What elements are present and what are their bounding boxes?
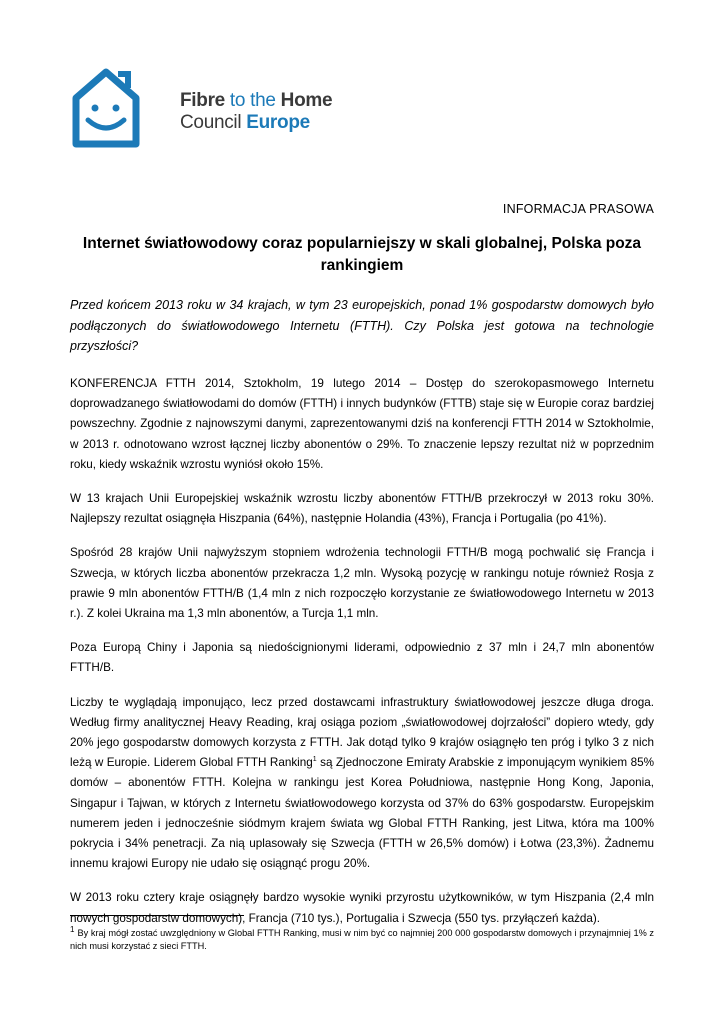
footnote-number: 1	[70, 924, 75, 934]
logo-council: Council	[180, 112, 247, 133]
lead-paragraph: Przed końcem 2013 roku w 34 krajach, w tym 23 europejskich, ponad 1% gospodarstw domowych było podłączonych do światłowodowego Internetu (FTTH). Czy Polska jest gotowa na technologie przyszłości?	[70, 298, 654, 353]
paragraph-text: są Zjednoczone Emiraty Arabskie z imponującym wynikiem 85% domów – abonentów FTTH. Kolejna w rankingu jest Korea Południowa, następnie Hong Kong, Japonia, Singapur i Tajwan, w których z Internetu światłowodowego korzysta od 37% do 63% gospodarstw. Europejskim numerem jeden i jednocześnie siódmym krajem świata wg Global FTTH Ranking, jest Litwa, która ma 100% pokrycia i 34% penetracji. Za nią uplasowały się Szwecja (FTTH w 26,5% domów) i Łotwa (23,3%). Żadnemu innemu krajowi Europy nie udało się osiągnąć progu 20%.	[70, 756, 654, 871]
body-paragraph: Poza Europą Chiny i Japonia są niedoścignionymi liderami, odpowiednio z 37 mln i 24,7 mln abonentów FTTH/B.	[70, 641, 654, 675]
logo-to-the: to the	[224, 90, 281, 111]
paragraph-text: Liczby te wyglądają imponująco, lecz przed dostawcami infrastruktury światłowodowej jeszcze długa droga. Według firmy analitycznej Heavy Reading, kraj osiąga poziom „światłowodowej dojrzałości” dopiero wtedy, gdy 20% jego gospodarstw domowych korzysta z FTTH. Jak dotąd tylko 9 krajów osiągnęło ten próg i tylko 3 z nich leżą w Europie. Liderem Global FTTH Ranking	[70, 695, 654, 770]
logo-wordmark	[180, 90, 332, 134]
footnote-text: By kraj mógł zostać uwzględniony w Global FTTH Ranking, musi w nim być co najmniej 200 000 gospodarstw domowych i przynajmniej 1% z nich musi korzystać z sieci FTTH.	[70, 928, 654, 951]
logo-europe: Europe	[246, 112, 310, 133]
footnote	[70, 924, 654, 953]
logo-home: Home	[280, 90, 333, 111]
body-paragraph: W 2013 roku cztery kraje osiągnęły bardzo wysokie wyniki przyrostu użytkowników, w tym Hiszpania (2,4 mln nowych gospodarstw domowych), Francja (710 tys.), Portugalia i Szwecja (550 tys. przyłączeń każda).	[70, 891, 654, 925]
logo-fibre: Fibre	[180, 90, 225, 111]
ftth-council-logo	[70, 68, 333, 150]
article-body	[70, 374, 654, 943]
body-paragraph	[70, 693, 654, 875]
body-paragraph: KONFERENCJA FTTH 2014, Sztokholm, 19 lutego 2014 – Dostęp do szerokopasmowego Internetu doprowadzanego światłowodami do domów (FTTH) i innych budynków (FTTB) staje się w Europie coraz bardziej powszechny. Zgodnie z najnowszymi danymi, zaprezentowanymi dziś na konferencji FTTH 2014 w Sztokholmie, w 2013 r. odnotowano wzrost łącznej liczby abonentów o 29%. To znaczenie lepszy rezultat niż w poprzednim roku, kiedy wskaźnik wzrostu wyniósł około 15%.	[70, 377, 654, 471]
body-paragraph: Spośród 28 krajów Unii najwyższym stopniem wdrożenia technologii FTTH/B mogą pochwalić się Francja i Szwecja, w których liczba abonentów przekracza 1,2 mln. Wysoką pozycję w rankingu notuje również Rosja z prawie 9 mln abonentów FTTH/B (1,4 mln z nich rozpoczęło korzystanie ze światłowodowego Internetu w 2013 r.). Z kolei Ukraina ma 1,3 mln abonentów, a Turcja 1,1 mln.	[70, 546, 654, 621]
house-icon	[70, 68, 175, 150]
press-release-label: INFORMACJA PRASOWA	[502, 202, 654, 216]
footnote-divider	[70, 915, 244, 916]
footnote-reference[interactable]: 1	[312, 756, 317, 764]
headline: Internet światłowodowy coraz popularniejszy w skali globalnej, Polska poza rankingiem	[82, 235, 642, 274]
body-paragraph: W 13 krajach Unii Europejskiej wskaźnik wzrostu liczby abonentów FTTH/B przekroczył w 2013 roku 30%. Najlepszy rezultat osiągnęła Hiszpania (64%), następnie Holandia (43%), Francja i Portugalia (po 41%).	[70, 492, 654, 526]
